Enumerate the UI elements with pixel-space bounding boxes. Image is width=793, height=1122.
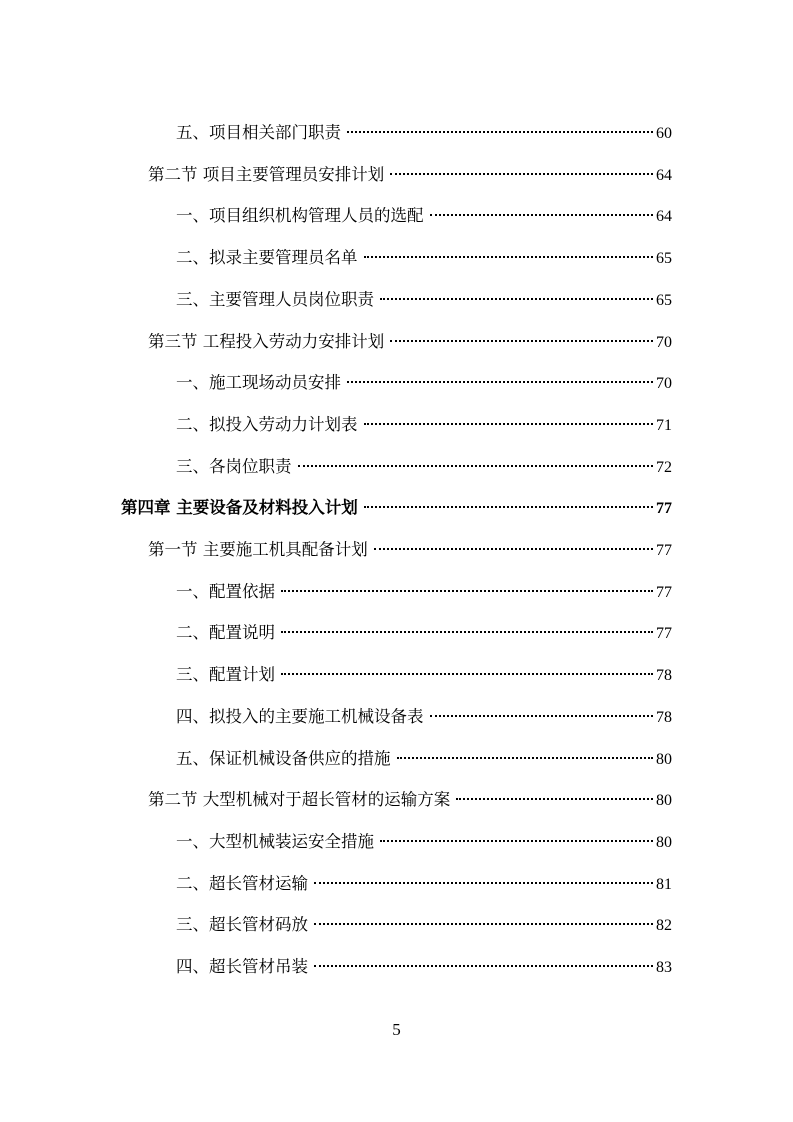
dot-leader bbox=[314, 965, 653, 967]
dot-leader bbox=[430, 214, 654, 216]
toc-entry[interactable] bbox=[176, 368, 672, 398]
toc-entry-page: 71 bbox=[656, 416, 672, 434]
toc-entry-page: 65 bbox=[656, 291, 672, 309]
toc-entry[interactable] bbox=[176, 660, 672, 690]
toc-entry[interactable] bbox=[148, 785, 672, 815]
toc-entry[interactable] bbox=[176, 452, 672, 482]
toc-entry-page: 80 bbox=[656, 750, 672, 768]
toc-entry-label: 三、各岗位职责 bbox=[176, 456, 292, 476]
toc-entry-page: 80 bbox=[656, 833, 672, 851]
dot-leader bbox=[281, 631, 653, 633]
dot-leader bbox=[314, 882, 653, 884]
toc-entry[interactable] bbox=[176, 243, 672, 273]
toc-entry-label: 五、保证机械设备供应的措施 bbox=[176, 748, 391, 768]
toc-entry-page: 78 bbox=[656, 708, 672, 726]
toc-entry[interactable] bbox=[148, 160, 672, 190]
toc-entry-page: 82 bbox=[656, 917, 672, 935]
toc-entry-page: 78 bbox=[656, 667, 672, 685]
dot-leader bbox=[364, 256, 654, 258]
toc-entry[interactable] bbox=[176, 827, 672, 857]
toc-entry-label: 二、拟录主要管理员名单 bbox=[176, 248, 358, 268]
dot-leader bbox=[298, 465, 654, 467]
toc-entry-label: 二、超长管材运输 bbox=[176, 873, 308, 893]
toc-entry-page: 70 bbox=[656, 375, 672, 393]
dot-leader bbox=[347, 131, 653, 133]
toc-entry[interactable] bbox=[148, 327, 672, 357]
dot-leader bbox=[364, 423, 654, 425]
toc-entry[interactable] bbox=[121, 493, 672, 523]
toc-entry-page: 65 bbox=[656, 250, 672, 268]
dot-leader bbox=[456, 798, 653, 800]
dot-leader bbox=[380, 298, 653, 300]
toc-entry-label: 一、施工现场动员安排 bbox=[176, 373, 341, 393]
toc-entry-label: 五、项目相关部门职责 bbox=[176, 123, 341, 142]
toc-entry-label: 一、项目组织机构管理人员的选配 bbox=[176, 206, 424, 226]
toc-entry-label: 三、主要管理人员岗位职责 bbox=[176, 289, 374, 309]
toc-entry-label: 三、超长管材码放 bbox=[176, 915, 308, 935]
dot-leader bbox=[390, 340, 653, 342]
toc-entry[interactable] bbox=[176, 744, 672, 774]
dot-leader bbox=[380, 840, 653, 842]
toc-entry[interactable] bbox=[176, 285, 672, 315]
toc-entry-page: 77 bbox=[656, 542, 672, 559]
toc-entry[interactable] bbox=[176, 702, 672, 732]
dot-leader bbox=[390, 173, 653, 175]
dot-leader bbox=[314, 923, 653, 925]
toc-entry[interactable] bbox=[176, 869, 672, 899]
page-number: 5 bbox=[392, 1020, 401, 1039]
toc-entry-page: 83 bbox=[656, 959, 672, 976]
toc-entry[interactable] bbox=[148, 535, 672, 565]
toc-entry[interactable] bbox=[176, 952, 672, 982]
toc-entry-page: 77 bbox=[656, 500, 672, 518]
toc-entry[interactable] bbox=[176, 618, 672, 648]
dot-leader bbox=[364, 506, 653, 508]
dot-leader bbox=[347, 381, 653, 383]
toc-entry-label: 二、配置说明 bbox=[176, 623, 275, 643]
toc-entry-label: 四、超长管材吊装 bbox=[176, 957, 308, 976]
toc-entry[interactable] bbox=[176, 577, 672, 607]
toc-entry[interactable] bbox=[176, 910, 672, 940]
dot-leader bbox=[430, 715, 654, 717]
toc-entry[interactable] bbox=[176, 410, 672, 440]
toc-entry-label: 第三节 工程投入劳动力安排计划 bbox=[148, 331, 385, 351]
toc-entry[interactable] bbox=[176, 201, 672, 231]
toc-entry-page: 77 bbox=[656, 625, 672, 643]
toc-entry-label: 二、拟投入劳动力计划表 bbox=[176, 414, 358, 434]
toc-entry-page: 70 bbox=[656, 333, 672, 351]
toc-entry[interactable] bbox=[176, 118, 672, 148]
toc-entry-label: 一、配置依据 bbox=[176, 581, 275, 601]
toc-entry-label: 三、配置计划 bbox=[176, 665, 275, 685]
toc-entry-page: 60 bbox=[656, 125, 672, 142]
toc-entry-page: 80 bbox=[656, 792, 672, 810]
toc-entry-label: 四、拟投入的主要施工机械设备表 bbox=[176, 706, 424, 726]
toc-entry-label: 第四章 主要设备及材料投入计划 bbox=[121, 498, 358, 518]
dot-leader bbox=[374, 548, 653, 550]
dot-leader bbox=[281, 590, 653, 592]
toc-entry-label: 第一节 主要施工机具配备计划 bbox=[148, 540, 368, 559]
dot-leader bbox=[397, 757, 654, 759]
toc-entry-page: 64 bbox=[656, 166, 672, 184]
toc-entry-page: 64 bbox=[656, 208, 672, 226]
toc-entry-label: 第二节 大型机械对于超长管材的运输方案 bbox=[148, 790, 451, 810]
toc-entry-page: 77 bbox=[656, 583, 672, 601]
toc-entry-page: 81 bbox=[656, 875, 672, 893]
toc-entry-label: 一、大型机械装运安全措施 bbox=[176, 831, 374, 851]
toc-entry-page: 72 bbox=[656, 458, 672, 476]
dot-leader bbox=[281, 673, 653, 675]
toc-entry-label: 第二节 项目主要管理员安排计划 bbox=[148, 164, 385, 184]
